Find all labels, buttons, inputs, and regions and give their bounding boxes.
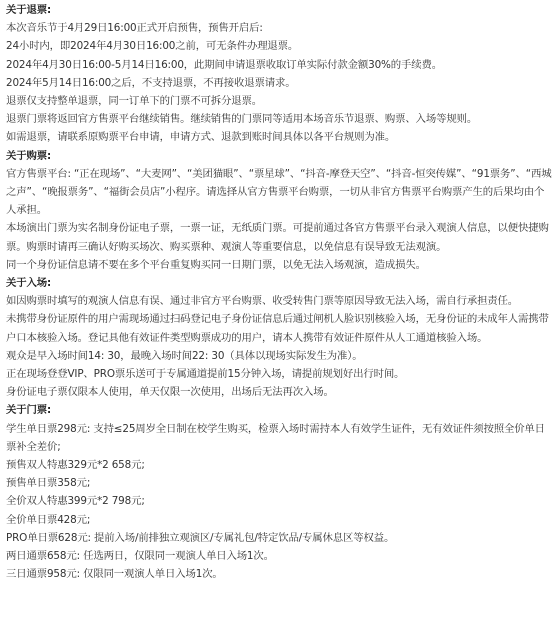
refund-line: 本次音乐节于4月29日16:00正式开启预售，预售开启后: — [6, 22, 263, 35]
entry-heading: 关于入场: — [6, 277, 51, 290]
purchase-paragraph: 本场演出门票为实名制身份证电子票，一票一证，无纸质门票。可提前通过各官方售票平台录入观演人信息，以便快捷购票。购票时请再三确认好购买场次、购买票种、观演人等重要信息，以免信息有误导致无法观演。 — [6, 222, 549, 253]
ticket-item: 学生单日票298元: 支持≤25周岁全日制在校学生购买，检票入场时需持本人有效学生证件，无有效证件须按照全价单日票补全差价; — [6, 422, 545, 453]
document-body — [6, 1, 554, 584]
refund-line: 退票仅支持整单退票，同一订单下的门票不可拆分退票。 — [6, 95, 263, 108]
entry-paragraph: 未携带身份证原件的用户需现场通过扫码登记电子身份证信息后通过闸机人脸识别核验入场，无身份证的未成年人需携带户口本核验入场。登记具他有效证件类型购票成功的用户，请本人携带有效证件原件从人工通道核验入场。 — [6, 313, 549, 344]
ticket-item: 全价双人特惠399元*2 798元; — [6, 495, 145, 508]
refund-line: 24小时内，即2024年4月30日16:00之前，可无条件办理退票。 — [6, 40, 299, 53]
ticket-item: 两日通票658元: 任选两日，仅限同一观演人单日入场1次。 — [6, 550, 274, 563]
ticket-item: 预售单日票358元; — [6, 477, 91, 490]
entry-paragraph: 如因购票时填写的观演人信息有误、通过非官方平台购票、收受转售门票等原因导致无法入场，需自行承担责任。 — [6, 295, 519, 308]
purchase-paragraph: 同一个身份证信息请不要在多个平台重复购买同一日期门票，以免无法入场观演，造成损失。 — [6, 258, 426, 271]
purchase-heading: 关于购票: — [6, 149, 51, 162]
ticket-item: 三日通票958元: 仅限同一观演人单日入场1次。 — [6, 568, 223, 581]
purchase-paragraph: 官方售票平台: “正在现场”、“大麦网”、“美团猫眼”、“票星球”、“抖音-摩登天空”、“抖音-恒突传媒”、“91票务”、“西城之声”、“晚报票务”、“福街会员店”小程序。请选择从官方售票平台购票，一切从非官方售票平台购票产生的后果均由个人承担。 — [6, 167, 552, 217]
refund-line: 2024年5月14日16:00之后，不支持退票，不再接收退票请求。 — [6, 76, 296, 89]
tickets-heading: 关于门票: — [6, 404, 51, 417]
ticket-item: 全价单日票428元; — [6, 513, 91, 526]
entry-paragraph: 身份证电子票仅限本人使用，单天仅限一次使用，出场后无法再次入场。 — [6, 386, 334, 399]
refund-line: 退票门票将返回官方售票平台继续销售。继续销售的门票同等适用本场音乐节退票、购票、入场等规则。 — [6, 113, 478, 126]
refund-line: 如需退票，请联系原购票平台申请，申请方式、退款到账时间具体以各平台规则为准。 — [6, 131, 396, 144]
ticket-item: PRO单日票628元: 提前入场/前排独立观演区/专属礼包/特定饮品/专属休息区等权益。 — [6, 531, 395, 544]
refund-heading: 关于退票: — [6, 4, 51, 16]
refund-line: 2024年4月30日16:00-5月14日16:00，此期间申请退票收取订单实际付款金额30%的手续费。 — [6, 58, 442, 71]
entry-paragraph: 正在现场登登VIP、PRO票乐送可于专属通道提前15分钟入场，请提前规划好出行时间。 — [6, 368, 405, 381]
entry-paragraph: 观众是早入场时间14: 30，最晚入场时间22: 30（具体以现场实际发生为准）。 — [6, 349, 363, 362]
ticket-item: 预售双人特惠329元*2 658元; — [6, 459, 145, 472]
